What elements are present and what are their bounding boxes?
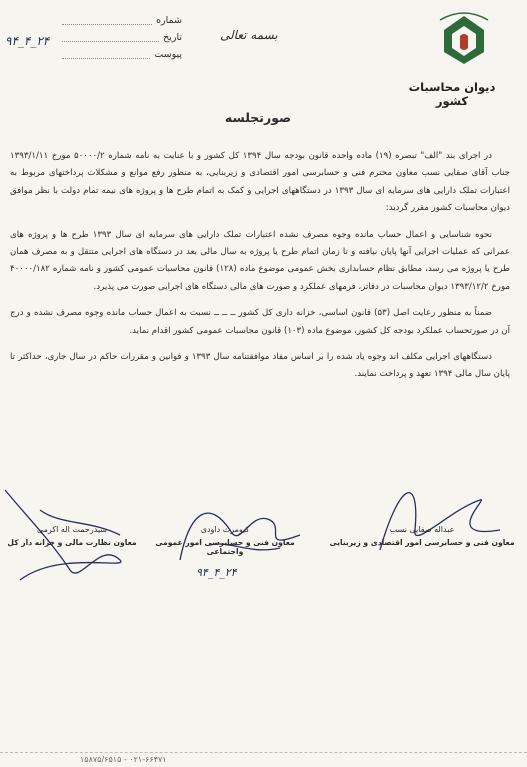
date-label: تاریخ <box>163 32 182 43</box>
signatory-role: معاون فنی و حسابرسی امور عمومی واجتماعی <box>155 538 295 556</box>
signatory-name: کیومرث داودی <box>200 525 250 534</box>
court-of-audit-logo <box>430 8 498 70</box>
footer-divider <box>0 752 527 753</box>
besmellah-heading: بسمه تعالی <box>220 28 278 42</box>
paragraph-2: نحوه شناسایی و اعمال حساب مانده وجوه مصرف نشده اعتبارات تملک دارایی های سرمایه ای سال ۱۳۹۳ طرح ها و پروژه های عمرانی که عملیات اجرایی آنها پایان نیافته و تا زمان اتمام طرح یا پروژه به سال مالی بعد در دستگاه های اجرایی منتقل و به مصرف همان طرح یا پروژه می رسد، مطابق نظام حسابداری بخش عمومی موضوع ماده (۱۲۸) قانون محاسبات عمومی کشور و نامه شماره ۴۰۰۰۰/۱۸۲ مورخ ۱۳۹۳/۱۲/۲ دیوان محاسبات در دفاتر، فرمهای عملکرد و صورت های مالی دستگاه های اجرایی صورت می پذیرد. <box>10 229 510 292</box>
signature-block-treasury <box>2 525 142 547</box>
signatory-name: عبداله صفایی نسب <box>389 525 455 534</box>
handwritten-date: ۹۴_۴_۲۴ <box>5 34 50 48</box>
document-title: صورتجلسه <box>224 110 292 125</box>
number-label: شماره <box>156 15 182 26</box>
paragraph-4: دستگاههای اجرایی مکلف اند وجوه یاد شده را بر اساس مفاد موافقتنامه سال ۱۳۹۳ و قوانین و مقررات حاکم در سال جاری، حداکثر تا پایان سال مالی ۱۳۹۴ تعهد و پرداخت نمایند. <box>10 352 510 380</box>
letter-meta <box>62 12 182 63</box>
footer-contact: ۱۵۸۷۵/۶۵۱۵ - ۰۲۱-۶۶۴۷۱ <box>80 755 167 764</box>
signatory-name: سیدرحمت اله اکرمی <box>36 525 108 534</box>
handwritten-date-signature: ۹۴_۴_۲۴ <box>196 566 237 579</box>
signatory-role: معاون فنی و حسابرسی امور اقتصادی و زیربنایی <box>329 538 515 547</box>
paragraph-1: در اجرای بند "الف" تبصره (۱۹) ماده واحده قانون بودجه سال ۱۳۹۴ کل کشور و با عنایت به نامه شماره ۵۰۰۰۰/۲ مورخ ۱۳۹۳/۱/۱۱ جناب آقای صفایی نسب معاون محترم فنی و حسابرسی امور اقتصادی و زیربنایی، به منظور رفع موانع و مشکلات پرداختهای مربوط به اعتبارات تملک دارایی های سرمایه ای سال ۱۳۹۳ در دستگاههای اجرایی و کمک به اتمام طرح ها و پروژه های نیمه تمام دولت با نظر موافق دیوان محاسبات کشور مقرر گردید: <box>10 151 510 214</box>
meta-number-row <box>62 12 182 29</box>
attachment-label: پیوست <box>154 49 182 60</box>
paragraph-3: ضمناً به منظور رعایت اصل (۵۳) قانون اساسی، خزانه داری کل کشور ــ ــ ــ نسبت به اعمال حساب مانده وجوه مصرف نشده و درج آن در صورتحساب عملکرد بودجه کل کشور، موضوع ماده (۱۰۳) قانون محاسبات عمومی کشور اقدام نماید. <box>10 308 510 336</box>
signature-block-public <box>140 525 310 556</box>
signatory-role: معاون نظارت مالی و خزانه دار کل <box>7 538 137 547</box>
meta-date-row <box>62 29 182 46</box>
minutes-body <box>10 148 510 393</box>
signature-block-economic <box>322 525 522 547</box>
meta-attachment-row <box>62 46 182 63</box>
organization-name: دیوان محاسبات کشور <box>408 80 496 108</box>
